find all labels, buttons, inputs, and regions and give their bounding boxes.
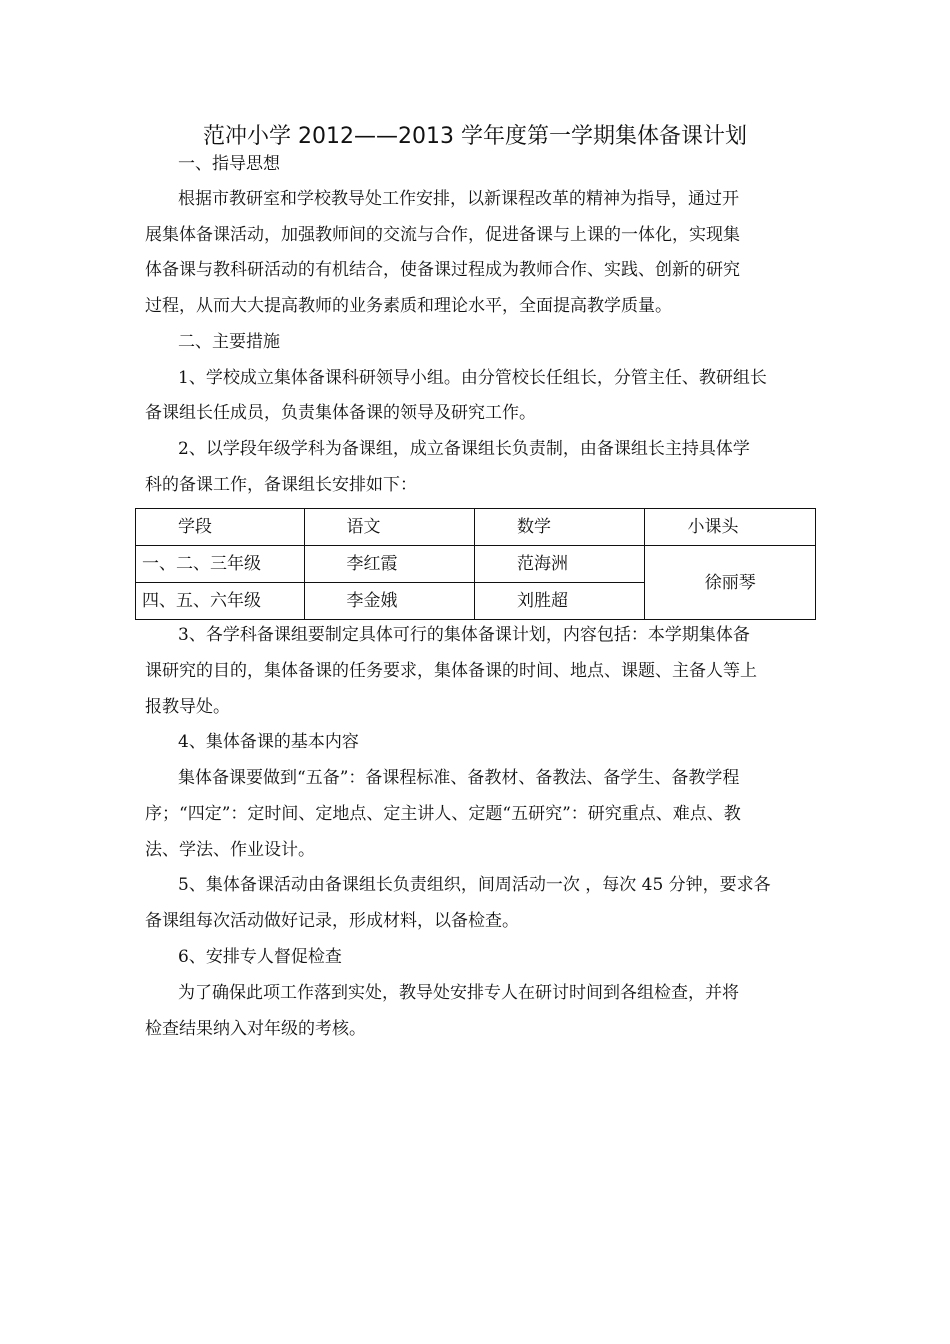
math-teacher-cell: 范海洲 <box>516 554 568 574</box>
table-header-cell <box>645 509 816 546</box>
paragraph-line: 集体备课要做到“五备”：备课程标准、备教材、备教法、备学生、备教学程 <box>178 768 740 788</box>
paragraph-line: 检查结果纳入对年级的考核。 <box>145 1019 366 1039</box>
table-cell <box>136 583 305 620</box>
paragraph-line: 为了确保此项工作落到实处，教导处安排专人在研讨时间到各组检查，并将 <box>178 983 739 1003</box>
table-header-cell <box>304 509 474 546</box>
chinese-teacher-cell: 李金娥 <box>346 591 398 611</box>
table-cell <box>645 546 816 620</box>
table-header-cell <box>136 509 305 546</box>
grade-cell: 四、五、六年级 <box>142 591 261 611</box>
paragraph-line: 报教导处。 <box>145 697 230 717</box>
paragraph-line: 2、以学段年级学科为备课组，成立备课组长负责制，由备课组长主持具体学 <box>178 439 750 459</box>
paragraph-line: 根据市教研室和学校教导处工作安排，以新课程改革的精神为指导，通过开 <box>178 189 739 209</box>
table-cell <box>474 583 644 620</box>
paragraph-line: 备课组长任成员，负责集体备课的领导及研究工作。 <box>145 403 536 423</box>
table-row <box>136 546 816 583</box>
math-teacher-cell: 刘胜超 <box>516 591 568 611</box>
lesson-group-table <box>135 508 816 620</box>
header-math: 数学 <box>516 517 551 537</box>
table-header-cell <box>474 509 644 546</box>
paragraph-line: 展集体备课活动，加强教师间的交流与合作，促进备课与上课的一体化，实现集 <box>145 225 740 245</box>
item4-heading: 4、集体备课的基本内容 <box>178 732 359 752</box>
paragraph-line: 法、学法、作业设计。 <box>145 840 315 860</box>
table-cell <box>474 546 644 583</box>
paragraph-line: 课研究的目的，集体备课的任务要求，集体备课的时间、地点、课题、主备人等上 <box>145 661 757 681</box>
document-title: 范冲小学 2012——2013 学年度第一学期集体备课计划 <box>203 124 747 149</box>
section1-heading: 一、指导思想 <box>178 154 280 174</box>
item6-heading: 6、安排专人督促检查 <box>178 947 342 967</box>
paragraph-line: 科的备课工作，备课组长安排如下： <box>145 475 417 495</box>
minor-subjects-teacher-cell: 徐丽琴 <box>704 572 756 593</box>
header-minor: 小课头 <box>687 517 739 537</box>
paragraph-line: 过程，从而大大提高教师的业务素质和理论水平，全面提高教学质量。 <box>145 296 672 316</box>
paragraph-line: 体备课与教科研活动的有机结合，使备课过程成为教师合作、实践、创新的研究 <box>145 260 740 280</box>
chinese-teacher-cell: 李红霞 <box>346 554 398 574</box>
paragraph-line: 序；“四定”：定时间、定地点、定主讲人、定题“五研究”：研究重点、难点、教 <box>145 804 741 824</box>
table-header-row <box>136 509 816 546</box>
paragraph-line: 5、集体备课活动由备课组长负责组织，间周活动一次 ，每次 45 分钟，要求各 <box>178 875 771 895</box>
header-grade: 学段 <box>178 517 212 537</box>
table-cell <box>136 546 305 583</box>
section2-heading: 二、主要措施 <box>178 332 280 352</box>
paragraph-line: 备课组每次活动做好记录，形成材料，以备检查。 <box>145 911 519 931</box>
grade-cell: 一、二、三年级 <box>142 554 261 574</box>
header-chinese: 语文 <box>346 517 381 537</box>
table-cell <box>304 583 474 620</box>
table-cell <box>304 546 474 583</box>
paragraph-line: 3、各学科备课组要制定具体可行的集体备课计划，内容包括：本学期集体备 <box>178 625 750 645</box>
paragraph-line: 1、学校成立集体备课科研领导小组。由分管校长任组长，分管主任、教研组长 <box>178 368 767 388</box>
